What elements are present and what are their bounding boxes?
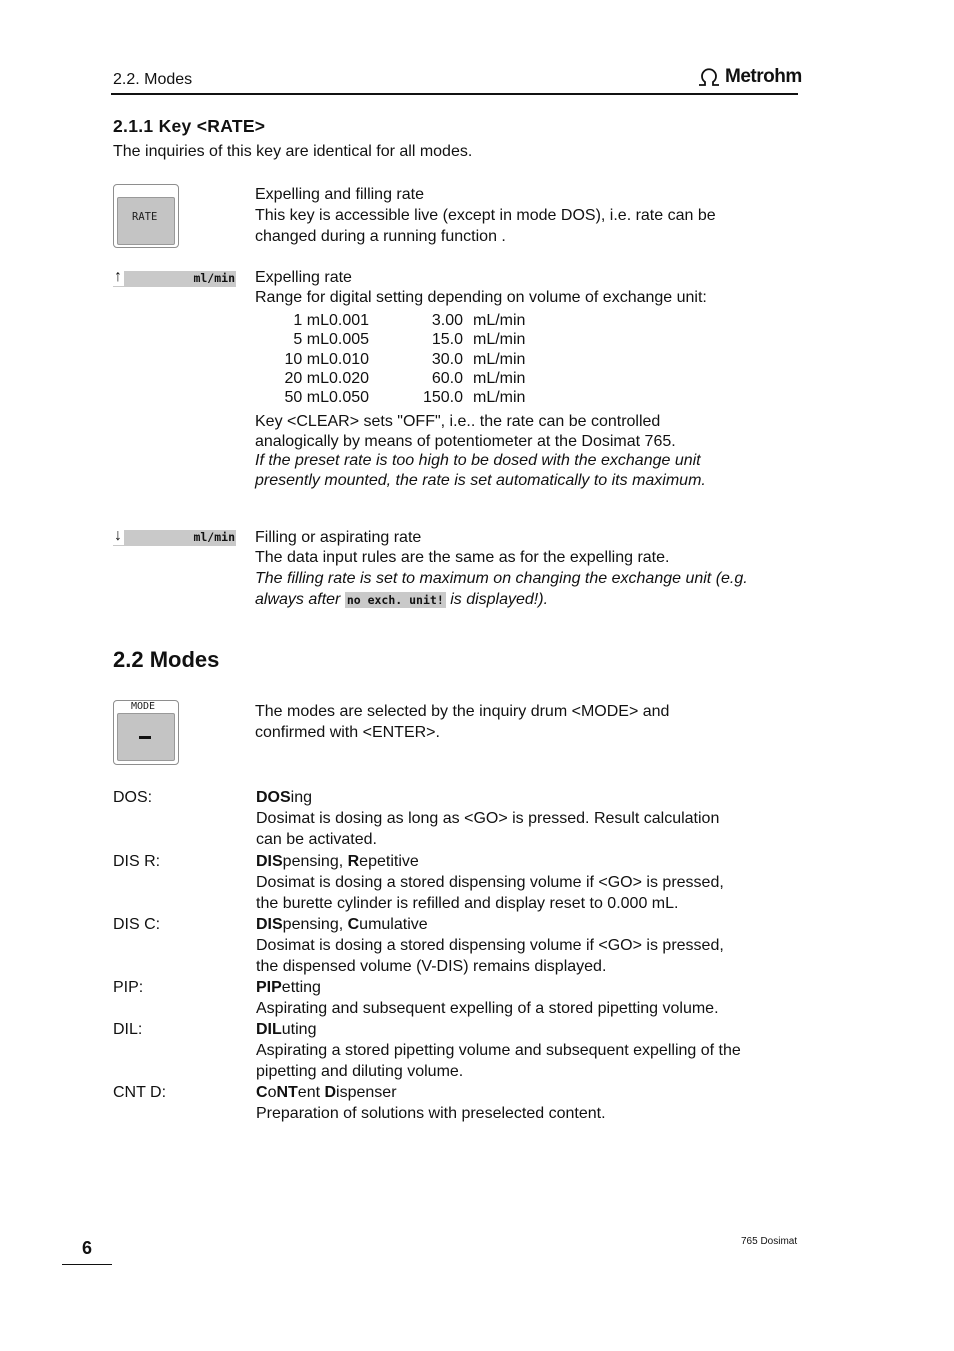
mode-label: DIL: [113,1021,143,1038]
rate-cell-unit: mL/min [473,369,526,387]
minus-icon [139,736,151,739]
mode-name: DOSing [256,789,313,806]
mode-key-icon [113,700,179,765]
section-title-key-rate: 2.1.1 Key <RATE> [113,116,266,136]
rate-cell-vol: 5 mL [293,331,329,349]
logo-text: Metrohm [725,66,802,87]
rate-range-table [255,311,525,407]
clear-note-line: analogically by means of potentiometer at the Dosimat 765. [255,432,676,450]
max-rate-note [255,451,795,490]
filling-note [255,568,795,611]
metrohm-logo [697,66,802,88]
modes-intro-line: The modes are selected by the inquiry drum <MODE> and [255,703,670,720]
metrohm-omega-icon [697,68,721,86]
rate-row [255,388,525,407]
rate-cell-max: 30.0 [431,350,463,368]
rate-cell-vol: 10 mL [284,350,329,368]
expelling-rate-display [113,268,236,287]
rate-cell-vol: 20 mL [284,369,329,387]
rate-desc-line: changed during a running function . [255,228,506,245]
mode-desc-line: Dosimat is dosing a stored dispensing volume if <GO> is pressed, [256,937,724,954]
mode-description [256,851,791,914]
rate-row [255,350,525,369]
mode-description [256,787,791,850]
mode-name: CoNTent Dispenser [256,1084,397,1101]
document-name: 765 Dosimat [741,1236,798,1247]
rate-cell-max: 60.0 [431,369,463,387]
rate-key-label: RATE [132,211,158,223]
page-number: 6 [81,1238,92,1258]
mode-desc-line: Aspirating and subsequent expelling of a stored pipetting volume. [256,1000,719,1017]
mode-desc-line: Aspirating a stored pipetting volume and subsequent expelling of the [256,1042,741,1059]
rate-cell-min: 0.050 [329,389,370,407]
rate-cell-min: 0.020 [329,369,370,387]
up-arrow-icon: ↑ [114,268,122,285]
rate-row [255,311,525,330]
mode-desc-line: the dispensed volume (V-DIS) remains displayed. [256,958,607,975]
rate-cell-unit: mL/min [473,389,526,407]
filling-note-line: The filling rate is set to maximum on changing the exchange unit (e.g. [255,570,748,587]
mode-desc-line: Dosimat is dosing a stored dispensing volume if <GO> is pressed, [256,874,724,891]
mode-desc-line: pipetting and diluting volume. [256,1063,464,1080]
mode-label: DIS R: [113,853,161,870]
mode-description [256,914,791,977]
expelling-rate-title: Expelling rate [255,269,352,286]
mode-desc-line: can be activated. [256,831,377,848]
mode-label: PIP: [113,979,144,996]
mode-name: DILuting [256,1021,317,1038]
rate-row [255,330,525,349]
mode-label: DOS: [113,789,153,806]
rate-cell-max: 3.00 [431,312,463,329]
mode-desc-line: the burette cylinder is refilled and display reset to 0.000 mL. [256,895,679,912]
filling-note-line: always after no exch. unit! is displayed!). [255,591,549,608]
header-rule [111,93,798,95]
rate-key-icon [113,184,179,248]
no-exch-unit-display: no exch. unit! [346,593,444,607]
section-title-modes: 2.2 Modes [113,647,220,672]
mode-desc-line: Dosimat is dosing as long as <GO> is pressed. Result calculation [256,810,720,827]
rate-cell-max: 15.0 [431,331,463,349]
filling-rate-display [113,527,236,546]
filling-rules-text: The data input rules are the same as for the expelling rate. [255,549,670,566]
mode-name: PIPetting [256,979,321,996]
modes-intro [255,701,755,743]
rate-cell-min: 0.010 [329,350,370,368]
rate-key-description [255,184,785,247]
section-intro: The inquiries of this key are identical for all modes. [113,143,473,160]
mode-description [256,1019,791,1082]
mode-name: DISpensing, Repetitive [256,853,419,870]
footer-rule [62,1264,112,1265]
mode-description [256,977,791,1019]
rate-cell-vol: 50 mL [284,389,329,407]
rate-desc-line: This key is accessible live (except in mode DOS), i.e. rate can be [255,207,716,224]
clear-note-line: Key <CLEAR> sets "OFF", i.e.. the rate can be controlled [255,413,661,430]
mode-label: DIS C: [113,916,161,933]
display-unit: ml/min [193,271,235,285]
max-rate-note-line: If the preset rate is too high to be dosed with the exchange unit [255,452,701,469]
display-unit: ml/min [193,530,235,544]
rate-row [255,369,525,388]
down-arrow-icon: ↓ [114,527,122,544]
rate-cell-vol: 1 mL [293,312,329,329]
rate-cell-unit: mL/min [473,312,526,329]
mode-description [256,1082,791,1124]
mode-label: CNT D: [113,1084,167,1101]
rate-cell-min: 0.005 [329,331,370,349]
running-header-section: 2.2. Modes [113,71,193,88]
rate-desc-line: Expelling and filling rate [255,186,424,203]
mode-desc-line: Preparation of solutions with preselected content. [256,1105,606,1122]
modes-intro-line: confirmed with <ENTER>. [255,724,440,741]
expelling-range-text: Range for digital setting depending on volume of exchange unit: [255,289,707,306]
rate-cell-min: 0.001 [329,312,370,329]
filling-rate-title: Filling or aspirating rate [255,529,422,546]
clear-key-note [255,412,795,451]
rate-cell-max: 150.0 [422,389,463,407]
mode-name: DISpensing, Cumulative [256,916,428,933]
rate-cell-unit: mL/min [473,350,526,368]
max-rate-note-line: presently mounted, the rate is set automatically to its maximum. [255,471,706,489]
mode-key-label: MODE [131,701,156,712]
rate-cell-unit: mL/min [473,331,526,349]
